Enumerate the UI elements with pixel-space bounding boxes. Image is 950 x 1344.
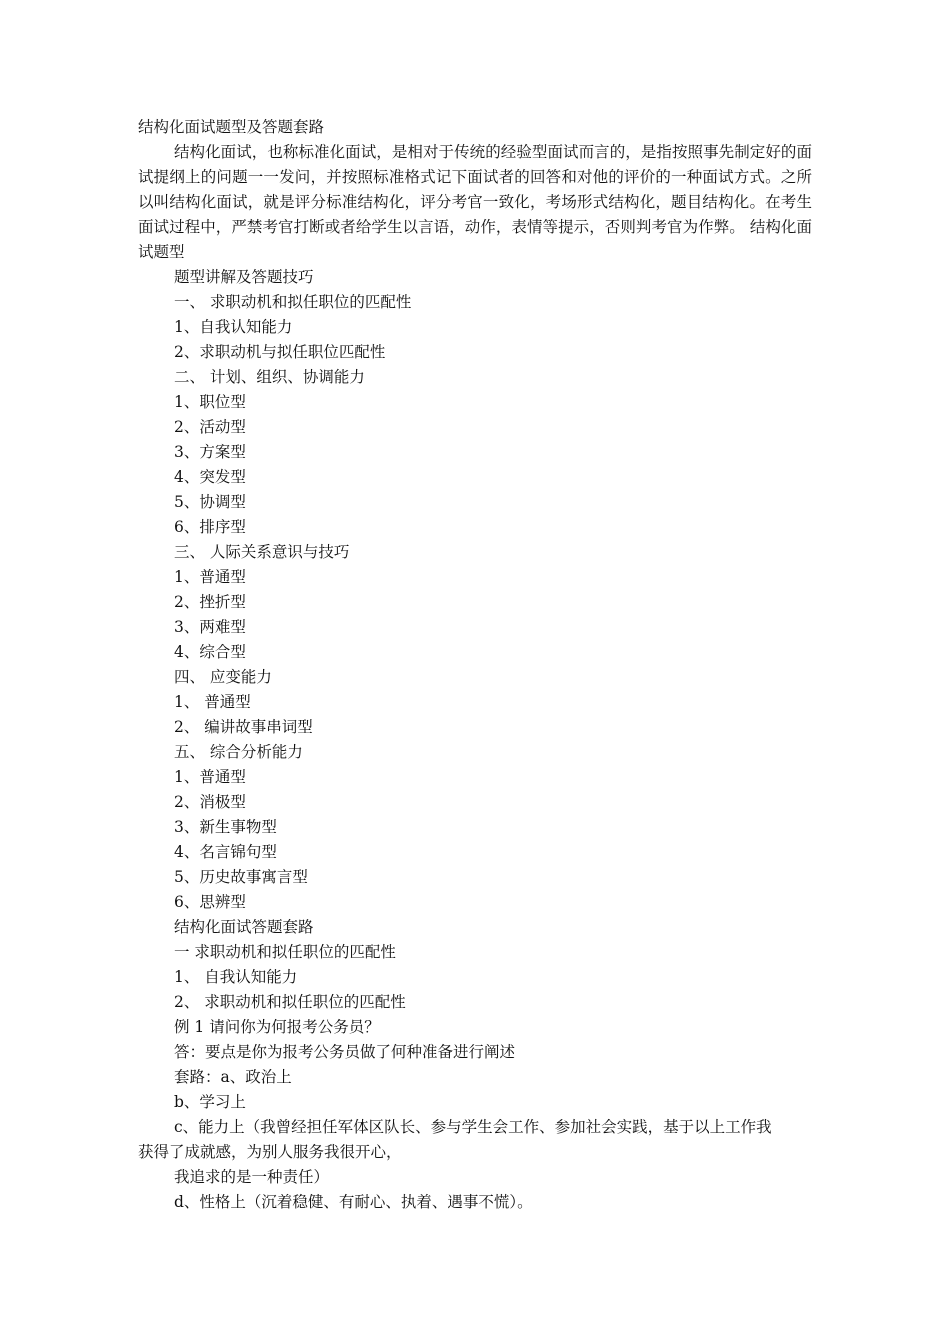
line-2: 1、自我认知能力 bbox=[174, 318, 293, 336]
line-11: 三、 人际关系意识与技巧 bbox=[174, 543, 350, 561]
intro-paragraph: 结构化面试，也称标准化面试，是相对于传统的经验型面试而言的，是指按照事先制定好的面试提纲上的问题一一发问，并按照标准格式记下面试者的回答和对他的评价的一种面试方式。之所以叫结构化面试，就是评分标准结构化，评分考官一致化，考场形式结构化，题目结构化。在考生面试过程中，严禁考官打断或者给学生以言语，动作，表情等提示，否则判考官为作弊。 结构化面试题型 bbox=[138, 143, 812, 261]
line-27: 一 求职动机和拟任职位的匹配性 bbox=[174, 943, 396, 961]
document-title: 结构化面试题型及答题套路 bbox=[138, 118, 325, 136]
line-8: 4、突发型 bbox=[174, 468, 246, 486]
document-page bbox=[138, 115, 812, 1215]
line-7: 3、方案型 bbox=[174, 443, 246, 461]
line-19: 五、 综合分析能力 bbox=[174, 743, 303, 761]
line-31: 答：要点是你为报考公务员做了何种准备进行阐述 bbox=[174, 1043, 516, 1061]
line-17: 1、 普通型 bbox=[174, 693, 251, 711]
line-22: 3、新生事物型 bbox=[174, 818, 277, 836]
line-30: 例 1 请问你为何报考公务员？ bbox=[174, 1018, 380, 1036]
line-28: 1、 自我认知能力 bbox=[174, 968, 298, 986]
line-3: 2、求职动机与拟任职位匹配性 bbox=[174, 343, 386, 361]
line-15: 4、综合型 bbox=[174, 643, 246, 661]
line-4: 二、 计划、组织、协调能力 bbox=[174, 368, 365, 386]
line-24: 5、历史故事寓言型 bbox=[174, 868, 308, 886]
line-33: b、学习上 bbox=[174, 1093, 246, 1111]
line-9: 5、协调型 bbox=[174, 493, 246, 511]
line-1: 一、 求职动机和拟任职位的匹配性 bbox=[174, 293, 412, 311]
line-29: 2、 求职动机和拟任职位的匹配性 bbox=[174, 993, 406, 1011]
line-10: 6、排序型 bbox=[174, 518, 246, 536]
ability-item bbox=[138, 1115, 812, 1165]
line-25: 6、思辨型 bbox=[174, 893, 246, 911]
line-13: 2、挫折型 bbox=[174, 593, 246, 611]
line-6: 2、活动型 bbox=[174, 418, 246, 436]
line-32: 套路：a、政治上 bbox=[174, 1068, 292, 1086]
line-18: 2、 编讲故事串词型 bbox=[174, 718, 313, 736]
line-5: 1、职位型 bbox=[174, 393, 246, 411]
line-23: 4、名言锦句型 bbox=[174, 843, 277, 861]
line-16: 四、 应变能力 bbox=[174, 668, 272, 686]
line-0: 题型讲解及答题技巧 bbox=[174, 268, 314, 286]
line-20: 1、普通型 bbox=[174, 768, 246, 786]
ability-line-2: 获得了成就感，为别人服务我很开心， bbox=[138, 1143, 402, 1161]
line-21: 2、消极型 bbox=[174, 793, 246, 811]
line-26: 结构化面试答题套路 bbox=[174, 918, 314, 936]
line-12: 1、普通型 bbox=[174, 568, 246, 586]
line-14: 3、两难型 bbox=[174, 618, 246, 636]
responsibility-line: 我追求的是一种责任） bbox=[174, 1168, 330, 1186]
ability-line-1: c、能力上（我曾经担任军体区队长、参与学生会工作、参加社会实践，基于以上工作我 bbox=[174, 1118, 772, 1136]
character-line: d、性格上（沉着稳健、有耐心、执着、遇事不慌）。 bbox=[174, 1193, 533, 1211]
